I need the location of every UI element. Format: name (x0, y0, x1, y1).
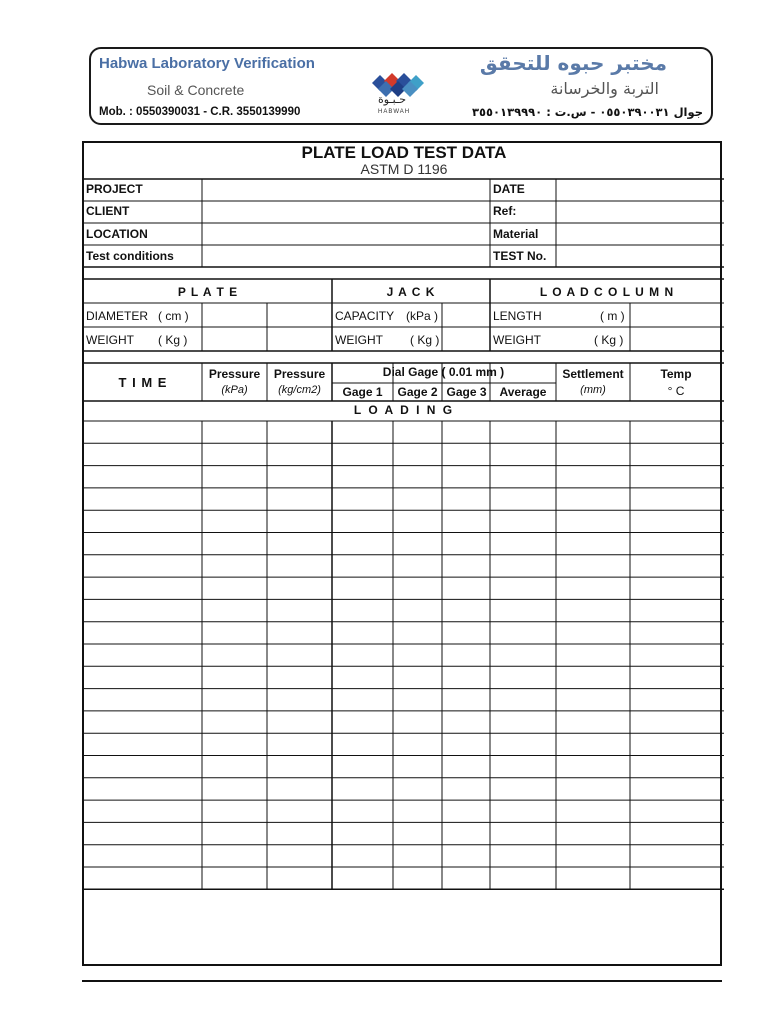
label-material: Material (493, 227, 539, 241)
col-pressure-kpa: Pressure (208, 367, 261, 381)
unit-jack-weight: ( Kg ) (410, 333, 440, 347)
form-grid (84, 143, 724, 968)
plate-heading: P L A T E (177, 285, 239, 299)
lab-subtitle-english: Soil & Concrete (147, 82, 245, 98)
col-dial-gage: Dial Gage ( 0.01 mm ) (382, 365, 505, 379)
loading-label: L O A D I N G (353, 403, 455, 417)
label-test-conditions: Test conditions (86, 249, 174, 263)
label-client: CLIENT (86, 204, 130, 218)
col-time: T I M E (118, 375, 168, 390)
col-pressure-kgcm2: Pressure (273, 367, 326, 381)
load-column-heading: L O A D C O L U M N (539, 285, 675, 299)
label-jack-weight: WEIGHT (335, 333, 383, 347)
label-date: DATE (493, 182, 525, 196)
lab-header (89, 47, 713, 125)
label-project: PROJECT (86, 182, 143, 196)
col-gage-2: Gage 2 (397, 385, 438, 399)
col-pressure-kgcm2-unit: (kg/cm2) (278, 384, 321, 396)
unit-jack-capacity: (kPa ) (406, 309, 439, 323)
col-temp: Temp (660, 367, 692, 381)
label-plate-diameter: DIAMETER (86, 309, 149, 323)
col-gage-1: Gage 1 (342, 385, 383, 399)
unit-column-weight: ( Kg ) (594, 333, 624, 347)
unit-plate-diameter: ( cm ) (158, 309, 189, 323)
label-jack-capacity: CAPACITY (335, 309, 395, 323)
col-pressure-kpa-unit: (kPa) (221, 384, 248, 396)
col-temp-unit: ° C (667, 384, 685, 398)
lab-subtitle-arabic: التربة والخرسانة (550, 79, 659, 98)
lab-contact-english: Mob. : 0550390031 - C.R. 3550139990 (99, 106, 301, 118)
test-data-form (82, 141, 722, 966)
form-title: PLATE LOAD TEST DATA (301, 143, 507, 162)
unit-plate-weight: ( Kg ) (158, 333, 188, 347)
label-column-weight: WEIGHT (493, 333, 541, 347)
col-average: Average (499, 385, 547, 399)
label-ref: Ref: (493, 204, 517, 218)
col-gage-3: Gage 3 (446, 385, 487, 399)
lab-name-english: Habwa Laboratory Verification (99, 55, 315, 72)
unit-column-length: ( m ) (600, 309, 625, 323)
lab-name-arabic: مختبر حبوه للتحقق (479, 51, 667, 75)
jack-heading: J A C K (386, 285, 436, 299)
label-test-no: TEST No. (493, 249, 547, 263)
form-subtitle: ASTM D 1196 (360, 161, 448, 177)
label-location: LOCATION (86, 227, 148, 241)
lab-contact-arabic: جوال ٠٥٥٠٣٩٠٠٣١ - س.ت : ٣٥٥٠١٣٩٩٩٠ (471, 105, 703, 119)
col-settlement-unit: (mm) (580, 384, 606, 396)
label-plate-weight: WEIGHT (86, 333, 134, 347)
logo-text-english: HABWAH (378, 109, 411, 115)
label-column-length: LENGTH (493, 309, 542, 323)
col-settlement: Settlement (562, 367, 624, 381)
footer-rule (82, 980, 722, 982)
logo-text-arabic: حـبـوة (378, 93, 407, 106)
